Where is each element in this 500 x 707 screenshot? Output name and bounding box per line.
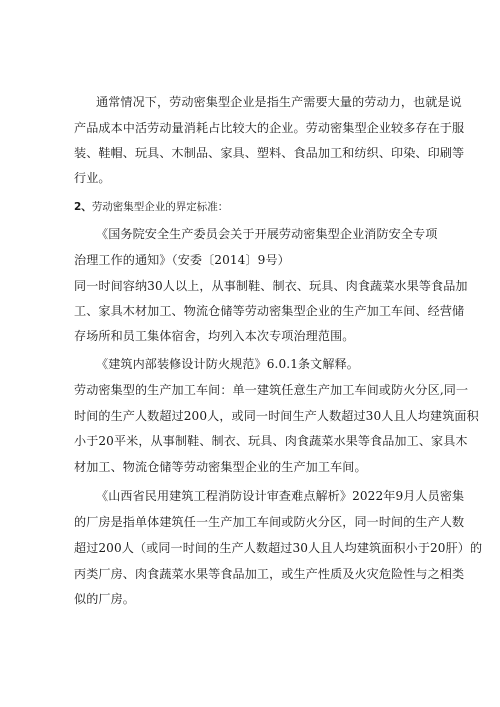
section-heading-number: 2、 [74,201,92,213]
section-heading [74,200,228,214]
paragraph-1-line-3: 装、鞋帽、玩具、木制品、家具、塑料、食品加工和纺织、印染、印刷等 [74,146,465,160]
paragraph-4-line-2: 的厂房是指单体建筑任一生产加工车间或防火分区，同一时间的生产人数 [74,515,465,529]
paragraph-2-line-5: 存场所和员工集体宿舍，均列入本次专项治理范围。 [74,329,355,343]
paragraph-1-line-4: 行业。 [74,171,111,185]
paragraph-3-line-5: 材加工、物流仓储等劳动密集型企业的生产加工车间。 [74,460,367,474]
paragraph-2-line-3: 同一时间容纳30人以上，从事制鞋、制衣、玩具、肉食蔬菜水果等食品加 [74,279,468,293]
section-heading-text: 劳动密集型企业的界定标准： [91,201,229,213]
paragraph-3-line-1: 《建筑内部装修设计防火规范》6.0.1条文解释。 [96,357,359,371]
paragraph-1-line-2: 产品成本中活劳动量消耗占比较大的企业。劳动密集型企业较多存在于服 [74,121,465,135]
paragraph-2-line-1: 《国务院安全生产委员会关于开展劳动密集型企业消防安全专项 [96,227,438,241]
paragraph-2-line-2: 治理工作的通知》（安委〔2014〕9号） [74,253,290,267]
paragraph-3-line-3: 时间的生产人数超过200人，或同一时间生产人数超过30人且人均建筑面积 [74,409,479,423]
paragraph-3-line-2: 劳动密集型的生产加工车间：单一建筑任意生产加工车间或防火分区,同一 [74,383,469,397]
paragraph-2-line-4: 工、家具木材加工、物流仓储等劳动密集型企业的生产加工车间、经营储 [74,304,465,318]
paragraph-1-line-1: 通常情况下，劳动密集型企业是指生产需要大量的劳动力，也就是说 [96,95,462,109]
paragraph-4-line-5: 似的厂房。 [74,592,135,606]
paragraph-4-line-4: 丙类厂房、肉食蔬菜水果等食品加工，或生产性质及火灾危险性与之相类 [74,567,465,581]
paragraph-4-line-3: 超过200人（或同一时间的生产人数超过30人且人均建筑面积小于20肝）的 [74,541,483,555]
paragraph-4-line-1: 《山西省民用建筑工程消防设计审查难点解析》2022年9月人员密集 [96,489,465,503]
paragraph-3-line-4: 小于20平米，从事制鞋、制衣、玩具、肉食蔬菜水果等食品加工、家具木 [74,434,468,448]
